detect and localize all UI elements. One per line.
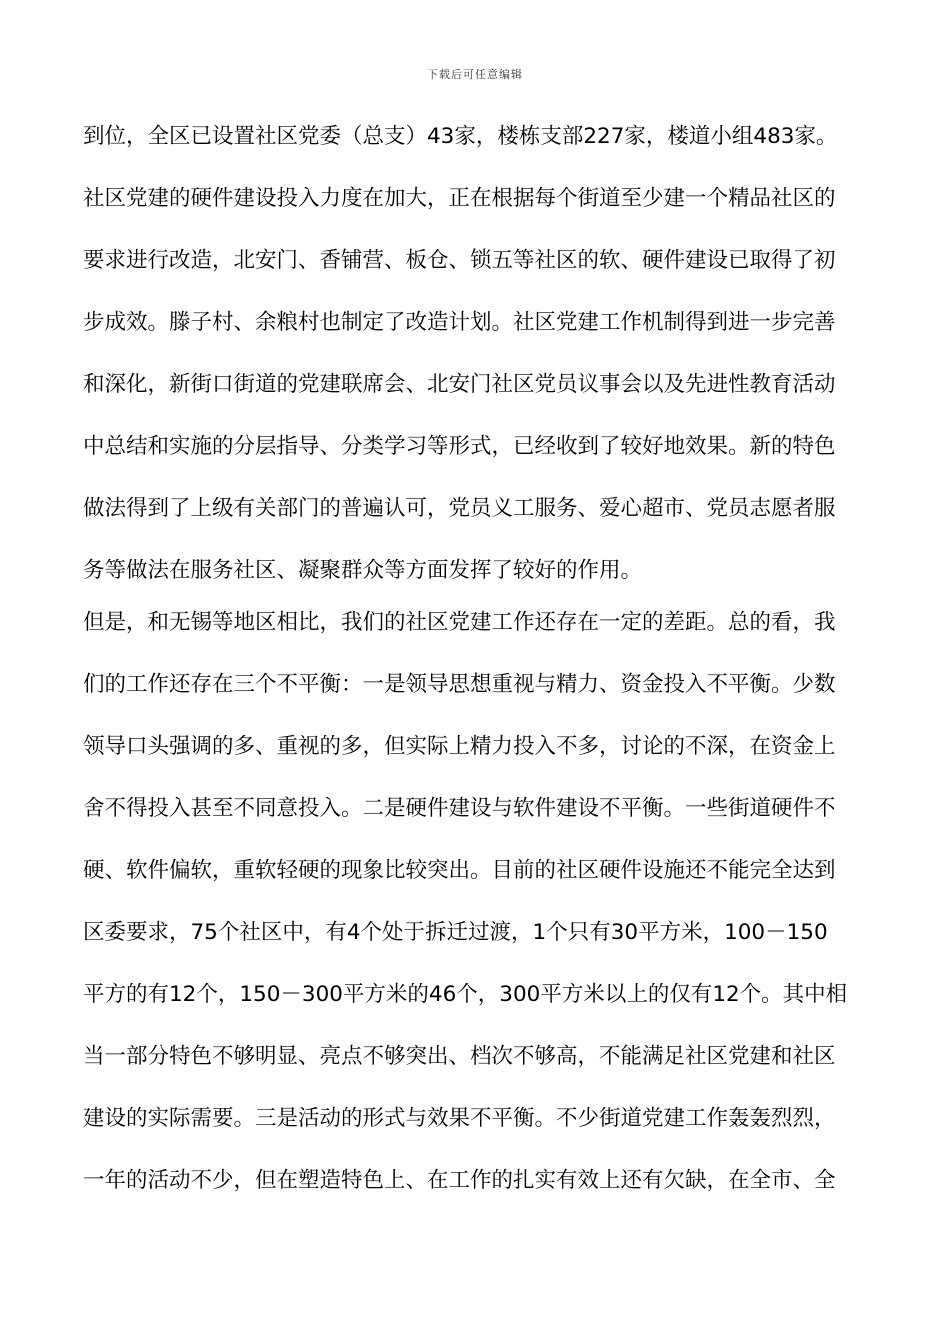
text-line: 领导口头强调的多、重视的多，但实际上精力投入不多，讨论的不深，在资金上 [83,734,836,759]
text-line: 建设的实际需要。三是活动的形式与效果不平衡。不少街道党建工作轰轰烈烈， [83,1106,836,1131]
document-body [83,115,873,1221]
text-line: 当一部分特色不够明显、亮点不够突出、档次不够高，不能满足社区党建和社区 [83,1044,836,1069]
text-line: 到位，全区已设置社区党委（总支）43家，楼栋支部227家，楼道小组483家。 [83,124,838,149]
text-line: 社区党建的硬件建设投入力度在加大，正在根据每个街道至少建一个精品社区的 [83,186,836,211]
text-line: 区委要求，75个社区中，有4个处于拆迁过渡，1个只有30平方米，100－150 [83,920,828,945]
text-line: 舍不得投入甚至不同意投入。二是硬件建设与软件建设不平衡。一些街道硬件不 [83,796,836,821]
paragraph-1 [83,115,873,601]
text-line: 要求进行改造，北安门、香铺营、板仓、锁五等社区的软、硬件建设已取得了初 [83,248,836,273]
text-line: 和深化，新街口街道的党建联席会、北安门社区党员议事会以及先进性教育活动 [83,372,836,397]
paragraph-2 [83,601,873,1221]
text-line: 一年的活动不少，但在塑造特色上、在工作的扎实有效上还有欠缺，在全市、全 [83,1168,836,1193]
text-line: 务等做法在服务社区、凝聚群众等方面发挥了较好的作用。 [83,558,643,583]
text-line: 中总结和实施的分层指导、分类学习等形式，已经收到了较好地效果。新的特色 [83,434,836,459]
text-line: 们的工作还存在三个不平衡：一是领导思想重视与精力、资金投入不平衡。少数 [83,672,836,697]
text-line: 步成效。滕子村、余粮村也制定了改造计划。社区党建工作机制得到进一步完善 [83,310,836,335]
text-line: 但是，和无锡等地区相比，我们的社区党建工作还存在一定的差距。总的看，我 [83,610,836,635]
text-line: 做法得到了上级有关部门的普遍认可，党员义工服务、爱心超市、党员志愿者服 [83,496,836,521]
text-line: 平方的有12个，150－300平方米的46个，300平方米以上的仅有12个。其中相 [83,982,848,1007]
text-line: 硬、软件偏软，重软轻硬的现象比较突出。目前的社区硬件设施还不能完全达到 [83,858,836,883]
page-header-note: 下载后可任意编辑 [427,68,523,81]
